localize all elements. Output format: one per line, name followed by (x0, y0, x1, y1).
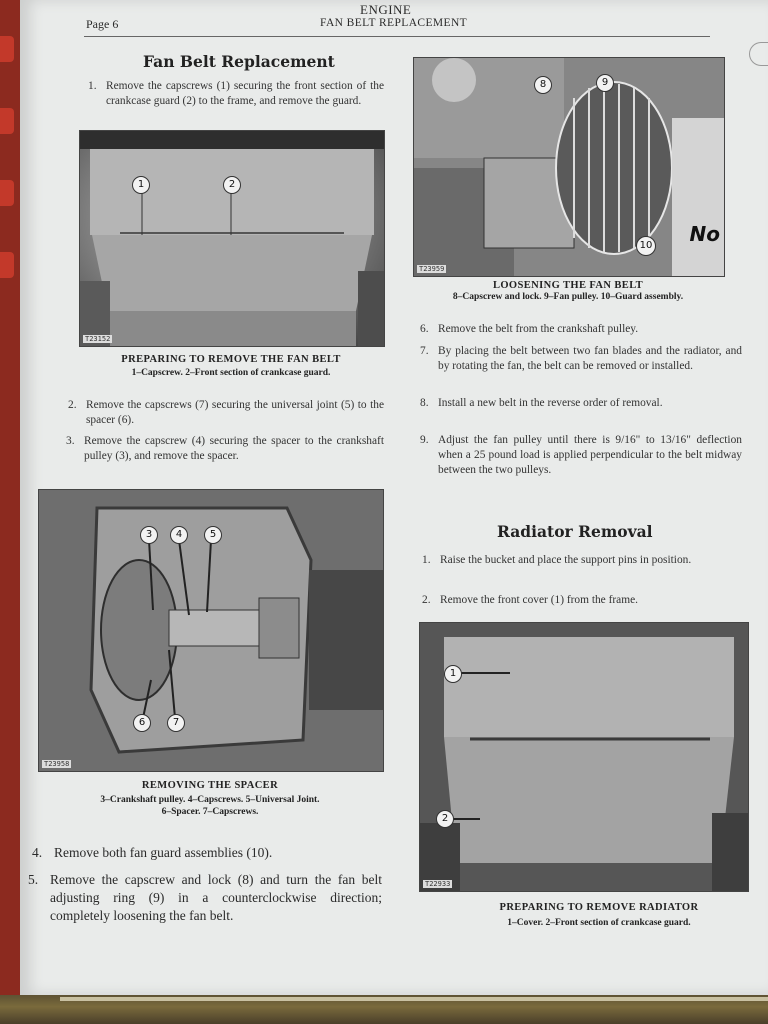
subsection-title: FAN BELT REPLACEMENT (320, 17, 468, 29)
binder-tab (0, 36, 14, 62)
radiator-step-1 (422, 553, 748, 568)
binder-tab (0, 108, 14, 134)
fig3-caption: LOOSENING THE FAN BELT (492, 280, 644, 291)
step-text: Remove the capscrew (4) securing the spacer to the crankshaft pulley (3), and remove the spacer. (84, 435, 384, 462)
step-text: Remove the front cover (1) from the frame. (440, 594, 638, 606)
step-text: Install a new belt in the reverse order of removal. (438, 397, 663, 409)
step-text: Remove both fan guard assemblies (10). (54, 845, 273, 860)
photo-tag: T22933 (425, 880, 451, 888)
step-text: Adjust the fan pulley until there is 9/16" to 13/16" deflection when a 25 pound load is applied perpendicular to the belt midway between the two pulleys. (438, 434, 742, 476)
fig2-legend: 6–Spacer. 7–Capscrews. (161, 807, 259, 817)
photo-fan-belt (413, 57, 725, 277)
step-number: 1. (422, 554, 431, 566)
step-7 (420, 344, 742, 374)
step-text: Remove the capscrew and lock (8) and turn the fan belt adjusting ring (9) in a counterclockwise direction; completely loosening the fan belt. (50, 872, 382, 923)
binder-tab (0, 180, 14, 206)
page-number: Page 6 (86, 17, 119, 31)
step-1 (88, 79, 384, 109)
fig2-legend: 3–Crankshaft pulley. 4–Capscrews. 5–Universal Joint. (100, 795, 320, 805)
callout-marker: 1 (444, 665, 462, 683)
fig1-caption: PREPARING TO REMOVE THE FAN BELT (121, 354, 341, 365)
step-9 (420, 433, 742, 478)
header-rule (84, 36, 710, 37)
step-number: 2. (68, 399, 77, 411)
photo-crankcase-guard (79, 130, 385, 347)
step-number: 1. (88, 80, 97, 92)
step-text: Remove the capscrews (7) securing the universal joint (5) to the spacer (6). (86, 399, 384, 426)
step-text: Remove the capscrews (1) securing the front section of the crankcase guard (2) to the frame, and remove the guard. (106, 80, 384, 107)
radiator-title: Radiator Removal (497, 522, 653, 541)
photo-tag: T23958 (44, 760, 70, 768)
callout-marker: 10 (636, 236, 656, 256)
step-6 (420, 322, 742, 337)
fig4-caption: PREPARING TO REMOVE RADIATOR (499, 902, 699, 913)
section-title: ENGINE (360, 2, 412, 17)
photo-radiator (419, 622, 749, 892)
callout-marker: 4 (170, 526, 188, 544)
callout-marker: 9 (596, 74, 614, 92)
step-number: 8. (420, 397, 429, 409)
photo-tag: T23152 (85, 335, 111, 343)
step-text: By placing the belt between two fan blades and the radiator, and by rotating the fan, the belt can be removed or installed. (438, 345, 742, 372)
photo-tag: T23959 (419, 265, 445, 273)
callout-marker: 1 (132, 176, 150, 194)
fig1-legend: 1–Capscrew. 2–Front section of crankcase guard. (131, 368, 331, 378)
binder-hole (749, 42, 768, 66)
step-number: 2. (422, 594, 431, 606)
binder-tab (0, 252, 14, 278)
step-8 (420, 396, 742, 411)
step-number: 6. (420, 323, 429, 335)
callout-marker: 2 (436, 810, 454, 828)
step-3 (66, 434, 384, 464)
fig2-caption: REMOVING THE SPACER (141, 780, 279, 791)
step-number: 3. (66, 435, 75, 447)
callout-marker: 7 (167, 714, 185, 732)
step-number: 9. (420, 434, 429, 446)
step-text: Raise the bucket and place the support pins in position. (440, 554, 692, 566)
desk-edge (0, 995, 768, 1024)
fig4-legend: 1–Cover. 2–Front section of crankcase guard. (507, 918, 691, 928)
step-number: 7. (420, 345, 429, 357)
step-number: 5. (28, 872, 39, 887)
fig3-legend: 8–Capscrew and lock. 9–Fan pulley. 10–Guard assembly. (452, 292, 684, 302)
callout-marker: 6 (133, 714, 151, 732)
fan-belt-title: Fan Belt Replacement (143, 52, 335, 71)
step-5 (28, 871, 382, 925)
step-text: Remove the belt from the crankshaft pulley. (438, 323, 639, 335)
photo-spacer (38, 489, 384, 772)
step-number: 4. (32, 845, 43, 860)
step-2 (68, 398, 384, 428)
step-4 (32, 844, 382, 862)
callout-marker: 2 (223, 176, 241, 194)
nameplate-lettering: No (689, 222, 720, 246)
callout-marker: 5 (204, 526, 222, 544)
radiator-step-2 (422, 593, 748, 608)
callout-marker: 8 (534, 76, 552, 94)
callout-marker: 3 (140, 526, 158, 544)
